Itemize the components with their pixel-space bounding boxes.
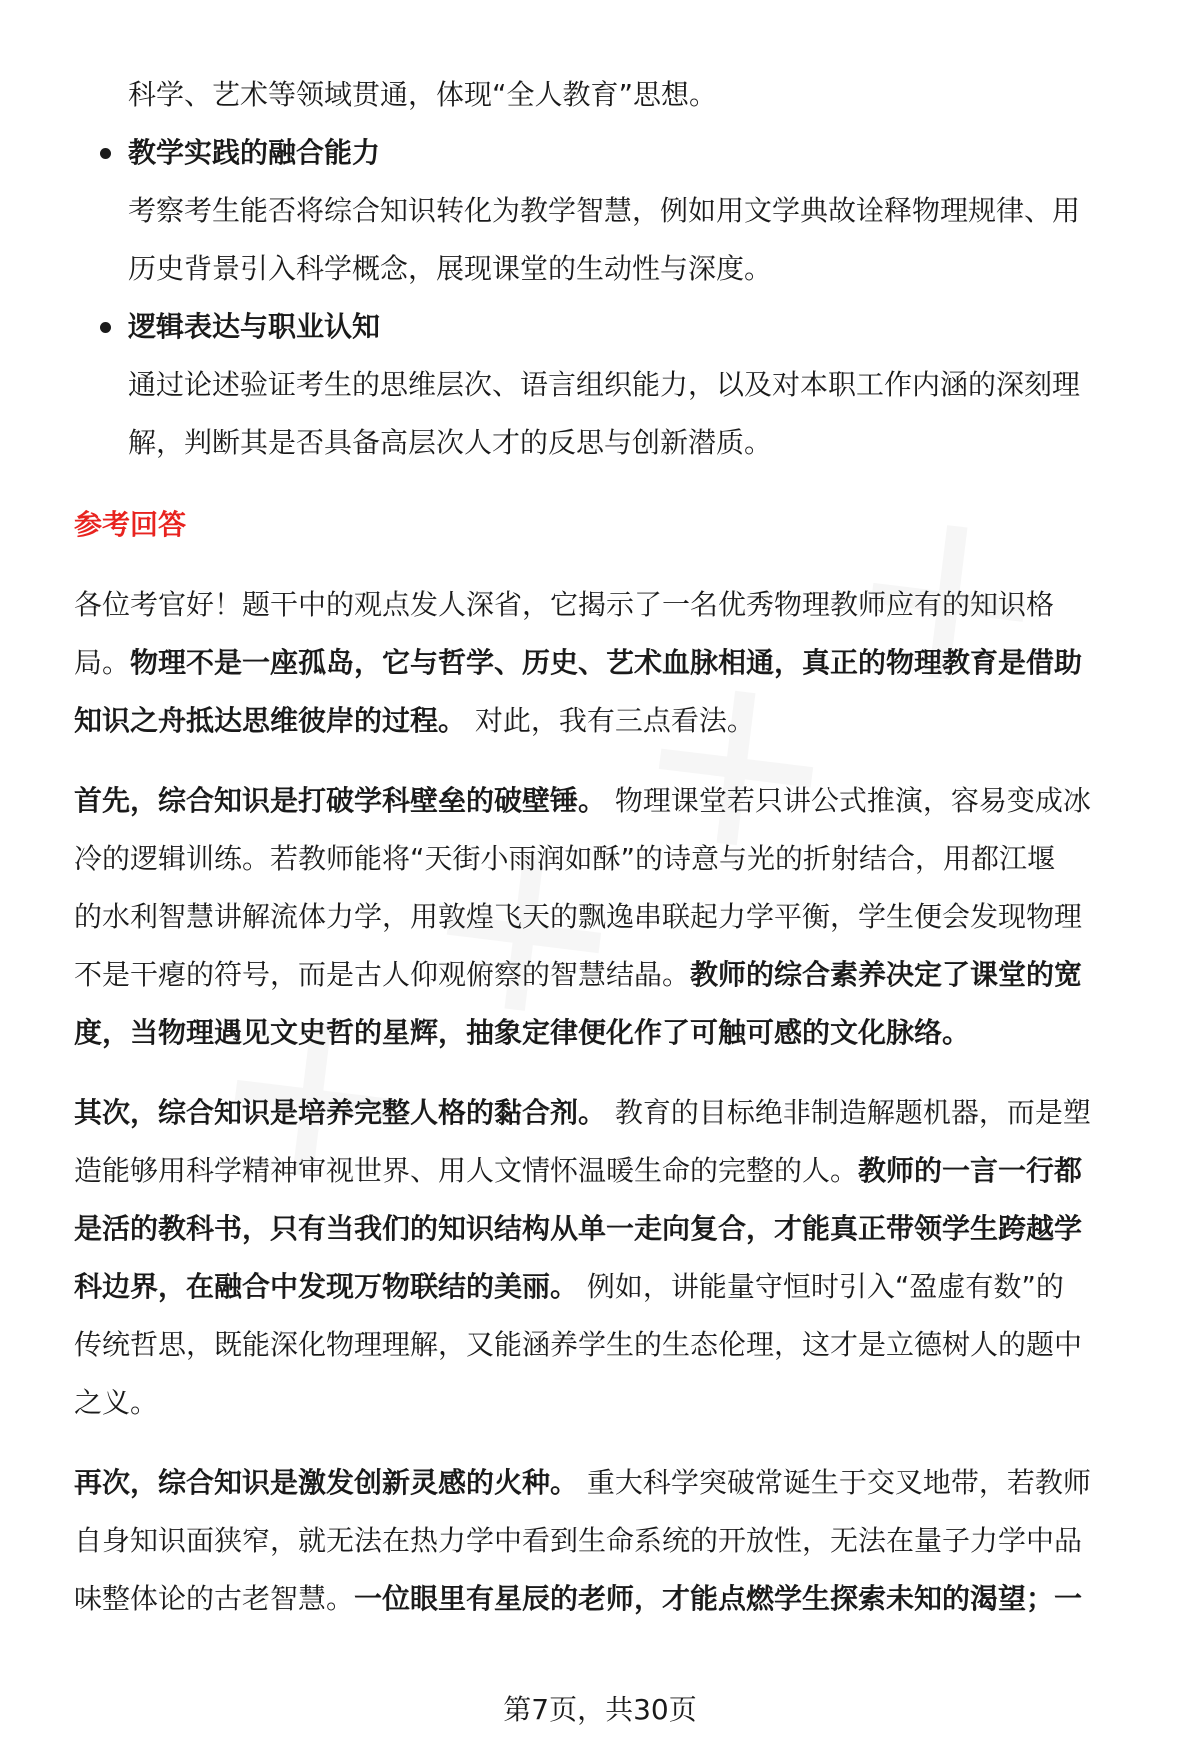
p1-line2-bold: 物理不是一座孤岛，它与哲学、历史、艺术血脉相通，真正的物理教育是借助	[130, 646, 1083, 679]
p3-line1-plain: 教育的目标绝非制造解题机器，而是塑	[606, 1096, 1091, 1129]
criteria-item2-line1: 考察考生能否将综合知识转化为教学智慧，例如用文学典故诠释物理规律、用	[128, 194, 1081, 227]
p1-line1: 各位考官好！题干中的观点发人深省，它揭示了一名优秀物理教师应有的知识格	[74, 588, 1055, 621]
page-content	[74, 66, 1154, 1650]
p4-line3	[74, 1570, 1154, 1628]
p2-line1-plain: 物理课堂若只讲公式推演，容易变成冰	[606, 784, 1091, 817]
answer-section-title: 参考回答	[74, 508, 187, 541]
p3-line4	[74, 1258, 1154, 1316]
criteria-item1-tail: 科学、艺术等领域贯通，体现“全人教育”思想。	[128, 78, 718, 111]
p3-line3-bold: 是活的教科书，只有当我们的知识结构从单一走向复合，才能真正带领学生跨越学	[74, 1212, 1083, 1245]
p4-line3-bold: 一位眼里有星辰的老师，才能点燃学生探索未知的渴望；一	[354, 1582, 1083, 1615]
p3-line4-bold: 科边界，在融合中发现万物联结的美丽。	[74, 1270, 579, 1303]
p2-line4	[74, 946, 1154, 1004]
p2-line1	[74, 772, 1154, 830]
criteria-item3-title-row	[74, 298, 1154, 356]
p3-line2-bold: 教师的一言一行都	[858, 1154, 1083, 1187]
criteria-item3-title: 逻辑表达与职业认知	[128, 310, 381, 343]
answer-paragraph-4	[74, 1454, 1154, 1628]
p1-line2	[74, 634, 1154, 692]
p2-line5-bold: 度，当物理遇见文史哲的星辉，抽象定律便化作了可触可感的文化脉络。	[74, 1016, 971, 1049]
p1-line3-plain: 对此，我有三点看法。	[466, 704, 755, 737]
p4-line3-plain: 味整体论的古老智慧。	[74, 1582, 355, 1615]
p3-line3	[74, 1200, 1154, 1258]
p3-line5: 传统哲思，既能深化物理理解，又能涵养学生的生态伦理，这才是立德树人的题中	[74, 1328, 1083, 1361]
p2-line2: 冷的逻辑训练。若教师能将“天街小雨润如酥”的诗意与光的折射结合，用都江堰	[74, 842, 1056, 875]
p4-line2: 自身知识面狭窄，就无法在热力学中看到生命系统的开放性，无法在量子力学中品	[74, 1524, 1083, 1557]
page-number-footer: 第7页，共30页	[503, 1693, 697, 1726]
p2-line5	[74, 1004, 1154, 1062]
p4-line1-bold: 再次，综合知识是激发创新灵感的火种。	[74, 1466, 579, 1499]
bullet-icon	[100, 322, 111, 333]
answer-paragraph-2	[74, 772, 1154, 1062]
p3-line6: 之义。	[74, 1386, 159, 1419]
p2-line1-bold: 首先，综合知识是打破学科壁垒的破壁锤。	[74, 784, 607, 817]
p2-line4-bold: 教师的综合素养决定了课堂的宽	[690, 958, 1083, 991]
p2-line4-plain: 不是干瘪的符号，而是古人仰观俯察的智慧结晶。	[74, 958, 691, 991]
criteria-item3-line2: 解，判断其是否具备高层次人才的反思与创新潜质。	[128, 426, 773, 459]
p4-line1	[74, 1454, 1154, 1512]
bullet-icon	[100, 148, 111, 159]
p3-line1-bold: 其次，综合知识是培养完整人格的黏合剂。	[74, 1096, 607, 1129]
p3-line2	[74, 1142, 1154, 1200]
p3-line4-plain: 例如，讲能量守恒时引入“盈虚有数”的	[578, 1270, 1064, 1303]
answer-paragraph-1	[74, 576, 1154, 750]
p3-line2-plain: 造能够用科学精神审视世界、用人文情怀温暖生命的完整的人。	[74, 1154, 859, 1187]
p2-line3: 的水利智慧讲解流体力学，用敦煌飞天的飘逸串联起力学平衡，学生便会发现物理	[74, 900, 1083, 933]
p1-line3-bold: 知识之舟抵达思维彼岸的过程。	[74, 704, 467, 737]
criteria-item3-line1: 通过论述验证考生的思维层次、语言组织能力，以及对本职工作内涵的深刻理	[128, 368, 1081, 401]
p1-line3	[74, 692, 1154, 750]
answer-paragraph-3	[74, 1084, 1154, 1432]
p1-line2-plain: 局。	[74, 646, 131, 679]
p4-line1-plain: 重大科学突破常诞生于交叉地带，若教师	[578, 1466, 1091, 1499]
criteria-item2-line2: 历史背景引入科学概念，展现课堂的生动性与深度。	[128, 252, 773, 285]
criteria-item2-title-row	[74, 124, 1154, 182]
p3-line1	[74, 1084, 1154, 1142]
criteria-item2-title: 教学实践的融合能力	[128, 136, 381, 169]
